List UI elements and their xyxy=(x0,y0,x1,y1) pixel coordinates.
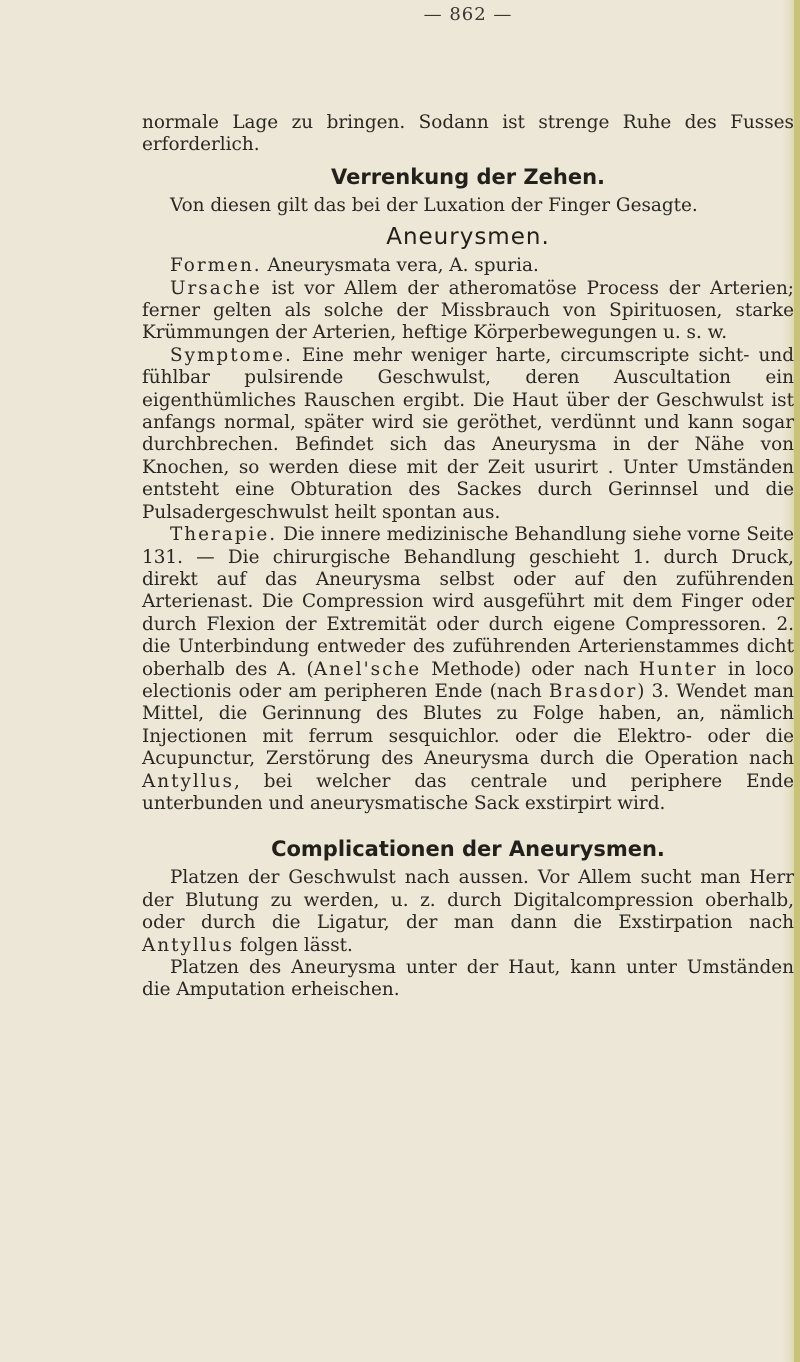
antyllus-name: Antyllus xyxy=(142,770,234,792)
formen-text: Aneurysmata vera, A. spuria. xyxy=(261,255,539,277)
complicationen-text-1a: Platzen der Geschwulst nach aussen. Vor Allem sucht man Herr der Blutung zu werden, u. z. durch Digitalcompression oberhalb, oder durch die Ligatur, der man dann die Exstirpation nach xyxy=(142,867,794,934)
symptome-label: Symptome. xyxy=(170,344,293,366)
complicationen-paragraph-1 xyxy=(142,867,794,957)
ursache-text: ist vor Allem der atheromatöse Process der Arterien; ferner gelten als solche der Missbrauch von Spirituosen, starke Krümmungen der Arterien, heftige Körperbewegungen u. s. w. xyxy=(142,277,794,344)
brasdor-name: Brasdor xyxy=(548,680,638,702)
section-gap xyxy=(142,815,794,829)
complicationen-text-1b: folgen lässt. xyxy=(233,934,353,956)
antyllus-name-2: Antyllus xyxy=(142,934,234,956)
page-content xyxy=(142,112,794,1002)
heading-verrenkung-der-zehen: Verrenkung der Zehen. xyxy=(331,164,605,189)
therapie-text-2: Methode) oder nach xyxy=(421,658,639,680)
ursache-paragraph xyxy=(142,278,794,345)
complicationen-paragraph-2: Platzen des Aneurysma unter der Haut, kann unter Umständen die Amputation erheischen. xyxy=(142,957,794,1001)
hunter-name: Hunter xyxy=(638,658,718,680)
formen-paragraph xyxy=(142,255,794,277)
page-number: — 862 — xyxy=(423,4,513,25)
therapie-text-4: ) 3. Wendet man Mittel, die Gerinnung des Blutes zu Folge haben, an, nämlich Injectionen mit ferrum sesquichlor. oder die Elektro- oder die Acupunctur, Zerstörung des Aneurysma durch die Operation nach xyxy=(142,680,794,770)
therapie-label: Therapie. xyxy=(170,524,278,546)
heading-complicationen: Complicationen der Aneurysmen. xyxy=(271,837,665,862)
anel-name: Anel'sche xyxy=(313,658,422,680)
verrenkung-paragraph: Von diesen gilt das bei der Luxation der Finger Gesagte. xyxy=(170,194,698,216)
intro-paragraph: normale Lage zu bringen. Sodann ist strenge Ruhe des Fusses erforderlich. xyxy=(142,112,794,156)
therapie-text-1: Die innere medizinische Behandlung siehe vorne Seite 131. — Die chirurgische Behandlung geschieht 1. durch Druck, direkt auf das Aneurysma selbst oder auf den zuführenden Arterienast. Die Compression wird ausgeführt mit dem Finger oder durch Flexion der Extremität oder durch eigene Compressoren. 2. die Unterbindung entweder des zuführenden Arterienstammes dicht oberhalb des A. ( xyxy=(142,524,794,680)
symptome-text: Eine mehr weniger harte, circumscripte sicht- und fühlbar pulsirende Geschwulst, deren Auscultation ein eigenthümliches Rauschen ergibt. Die Haut über der Geschwulst ist anfangs normal, später wird sie geröthet, verdünnt und kann sogar durchbrechen. Befindet sich das Aneurysma in der Nähe von Knochen, so werden diese mit der Zeit usurirt . Unter Umständen entsteht eine Obturation des Sackes durch Gerinnsel und die Pulsadergeschwulst heilt spontan aus. xyxy=(142,344,794,523)
heading-aneurysmen: Aneurysmen. xyxy=(386,224,550,251)
formen-label: Formen. xyxy=(170,255,262,277)
therapie-text-3: in loco electionis oder am peripheren Ende (nach xyxy=(142,658,794,702)
symptome-paragraph xyxy=(142,345,794,524)
therapie-text-5: , bei welcher das centrale und periphere Ende unterbunden und aneurysmatische Sack exstirpirt wird. xyxy=(142,770,794,814)
therapie-paragraph xyxy=(142,524,794,815)
ursache-label: Ursache xyxy=(170,277,262,299)
